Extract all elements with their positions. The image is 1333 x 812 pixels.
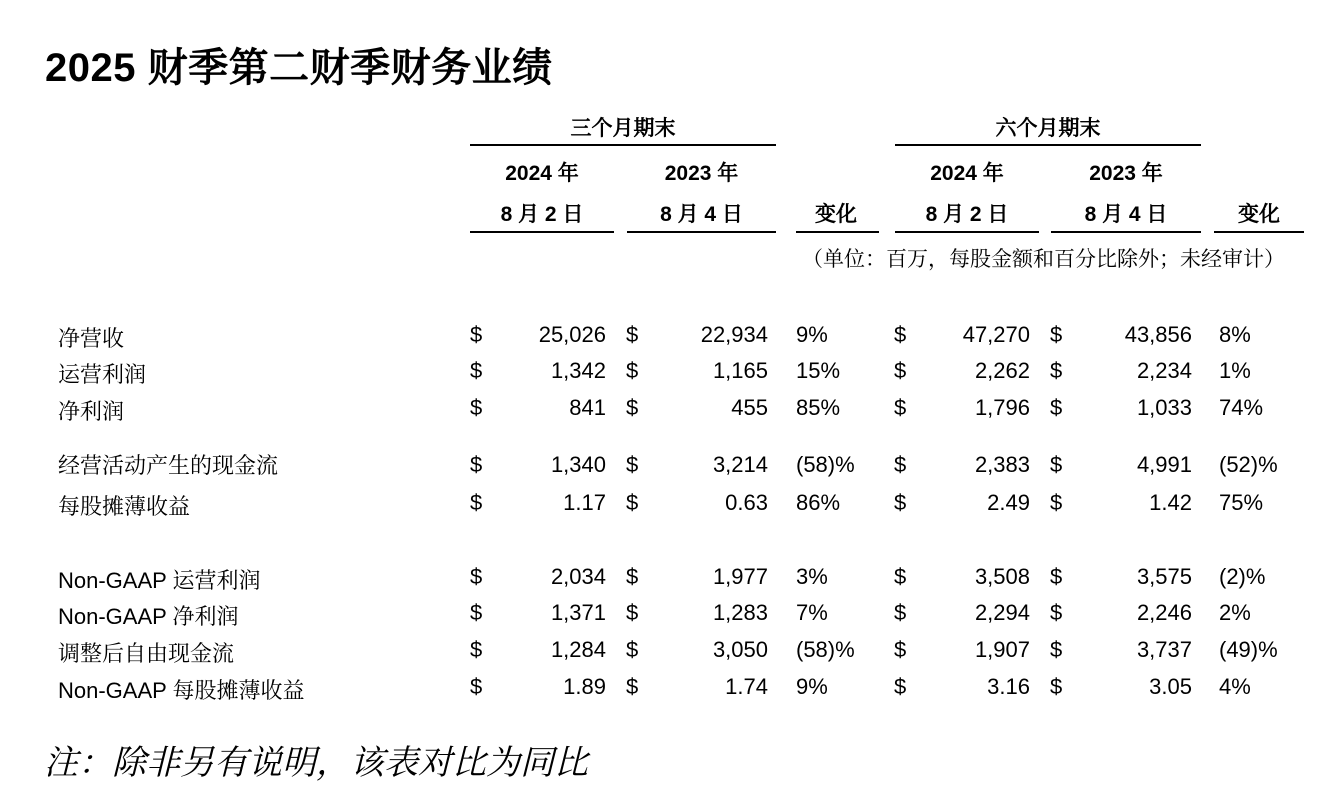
value-6m-2023: 3.05 xyxy=(1149,674,1192,699)
currency-symbol: $ xyxy=(626,564,639,589)
col6-change: 变化 xyxy=(1238,203,1280,226)
currency-symbol: $ xyxy=(626,490,639,515)
change-6m: (52)% xyxy=(1219,452,1278,477)
value-3m-2023: 1,165 xyxy=(712,358,768,383)
col5-rule xyxy=(1051,231,1201,233)
row-label: 经营活动产生的现金流 xyxy=(58,453,279,478)
value-3m-2023: 0.63 xyxy=(725,490,768,515)
row-label: 净营收 xyxy=(58,326,125,351)
currency-symbol: $ xyxy=(1050,564,1063,589)
currency-symbol: $ xyxy=(1050,395,1063,420)
col5-date: 8 月 4 日 xyxy=(1084,203,1168,226)
change-3m: 85% xyxy=(796,395,841,420)
col1-rule xyxy=(470,231,614,233)
currency-symbol: $ xyxy=(470,452,483,477)
group-three-months: 三个月期末 xyxy=(570,117,676,140)
value-6m-2024: 47,270 xyxy=(962,322,1030,347)
currency-symbol: $ xyxy=(470,358,483,383)
change-3m: 9% xyxy=(796,674,828,699)
currency-symbol: $ xyxy=(1050,674,1063,699)
currency-symbol: $ xyxy=(894,600,907,625)
currency-symbol: $ xyxy=(626,395,639,420)
footnote: 注：除非另有说明，该表对比为同比 xyxy=(44,744,588,782)
value-6m-2023: 4,991 xyxy=(1136,452,1192,477)
value-6m-2023: 43,856 xyxy=(1124,322,1192,347)
group-six-months-rule xyxy=(895,144,1201,146)
col4-year: 2024 年 xyxy=(930,162,1004,185)
currency-symbol: $ xyxy=(470,564,483,589)
value-6m-2023: 1,033 xyxy=(1136,395,1192,420)
value-3m-2023: 3,050 xyxy=(712,637,768,662)
col3-change: 变化 xyxy=(815,203,857,226)
col2-year: 2023 年 xyxy=(664,162,739,185)
currency-symbol: $ xyxy=(894,637,907,662)
value-6m-2024: 2,294 xyxy=(974,600,1030,625)
col4-date: 8 月 2 日 xyxy=(925,203,1009,226)
value-6m-2024: 2.49 xyxy=(987,490,1030,515)
change-3m: (58)% xyxy=(796,637,855,662)
change-6m: 2% xyxy=(1219,600,1251,625)
col1-year: 2024 年 xyxy=(505,162,579,185)
value-3m-2024: 1.17 xyxy=(563,490,606,515)
currency-symbol: $ xyxy=(626,358,639,383)
change-3m: 7% xyxy=(796,600,828,625)
value-3m-2023: 455 xyxy=(731,395,768,420)
col5-year: 2023 年 xyxy=(1089,162,1163,185)
currency-symbol: $ xyxy=(1050,600,1063,625)
group-three-months-rule xyxy=(470,144,776,146)
value-6m-2023: 2,234 xyxy=(1136,358,1192,383)
page-title: 2025 财季第二财季财务业绩 xyxy=(45,46,553,90)
col3-rule xyxy=(796,231,879,233)
value-3m-2024: 25,026 xyxy=(538,322,606,347)
value-3m-2023: 3,214 xyxy=(712,452,768,477)
change-6m: 8% xyxy=(1219,322,1251,347)
col4-rule xyxy=(895,231,1039,233)
currency-symbol: $ xyxy=(626,600,639,625)
currency-symbol: $ xyxy=(894,564,907,589)
currency-symbol: $ xyxy=(470,395,483,420)
change-3m: 15% xyxy=(796,358,841,383)
currency-symbol: $ xyxy=(626,637,639,662)
value-3m-2024: 1,284 xyxy=(550,637,606,662)
value-6m-2024: 3.16 xyxy=(987,674,1030,699)
value-6m-2023: 1.42 xyxy=(1149,490,1192,515)
change-3m: (58)% xyxy=(796,452,855,477)
value-6m-2024: 1,796 xyxy=(974,395,1030,420)
value-6m-2024: 2,262 xyxy=(974,358,1030,383)
currency-symbol: $ xyxy=(470,600,483,625)
currency-symbol: $ xyxy=(894,674,907,699)
change-6m: 74% xyxy=(1219,395,1264,420)
value-3m-2023: 1,283 xyxy=(712,600,768,625)
value-6m-2024: 1,907 xyxy=(974,637,1030,662)
currency-symbol: $ xyxy=(626,674,639,699)
currency-symbol: $ xyxy=(1050,452,1063,477)
currency-symbol: $ xyxy=(1050,637,1063,662)
value-3m-2024: 1,340 xyxy=(550,452,606,477)
value-3m-2024: 1.89 xyxy=(563,674,606,699)
currency-symbol: $ xyxy=(894,322,907,347)
currency-symbol: $ xyxy=(470,637,483,662)
change-6m: 1% xyxy=(1219,358,1251,383)
value-3m-2024: 1,371 xyxy=(550,600,606,625)
value-6m-2024: 3,508 xyxy=(974,564,1030,589)
value-6m-2023: 3,575 xyxy=(1136,564,1192,589)
change-3m: 3% xyxy=(796,564,828,589)
row-label: Non-GAAP 每股摊薄收益 xyxy=(58,678,305,703)
currency-symbol: $ xyxy=(894,395,907,420)
currency-symbol: $ xyxy=(1050,322,1063,347)
unit-note: （单位：百万，每股金额和百分比除外；未经审计） xyxy=(802,248,1285,271)
currency-symbol: $ xyxy=(626,452,639,477)
value-6m-2023: 3,737 xyxy=(1136,637,1192,662)
value-3m-2024: 1,342 xyxy=(550,358,606,383)
currency-symbol: $ xyxy=(626,322,639,347)
currency-symbol: $ xyxy=(470,322,483,347)
value-6m-2023: 2,246 xyxy=(1136,600,1192,625)
currency-symbol: $ xyxy=(470,674,483,699)
row-label: 运营利润 xyxy=(58,362,147,387)
currency-symbol: $ xyxy=(894,452,907,477)
row-label: Non-GAAP 净利润 xyxy=(58,604,239,629)
group-six-months: 六个月期末 xyxy=(995,117,1101,140)
row-label: 净利润 xyxy=(58,399,125,424)
row-label: 每股摊薄收益 xyxy=(58,494,191,519)
currency-symbol: $ xyxy=(894,358,907,383)
col2-rule xyxy=(627,231,776,233)
change-6m: 4% xyxy=(1219,674,1251,699)
col6-rule xyxy=(1214,231,1304,233)
currency-symbol: $ xyxy=(894,490,907,515)
row-label: Non-GAAP 运营利润 xyxy=(58,568,261,593)
currency-symbol: $ xyxy=(1050,358,1063,383)
change-6m: (2)% xyxy=(1219,564,1266,589)
currency-symbol: $ xyxy=(1050,490,1063,515)
change-3m: 9% xyxy=(796,322,828,347)
value-3m-2024: 841 xyxy=(569,395,606,420)
change-6m: 75% xyxy=(1219,490,1264,515)
value-3m-2023: 22,934 xyxy=(700,322,768,347)
value-3m-2024: 2,034 xyxy=(550,564,606,589)
change-6m: (49)% xyxy=(1219,637,1278,662)
col2-date: 8 月 4 日 xyxy=(660,203,743,226)
currency-symbol: $ xyxy=(470,490,483,515)
col1-date: 8 月 2 日 xyxy=(500,203,584,226)
row-label: 调整后自由现金流 xyxy=(58,641,235,666)
value-3m-2023: 1,977 xyxy=(712,564,768,589)
change-3m: 86% xyxy=(796,490,841,515)
value-3m-2023: 1.74 xyxy=(725,674,768,699)
value-6m-2024: 2,383 xyxy=(974,452,1030,477)
